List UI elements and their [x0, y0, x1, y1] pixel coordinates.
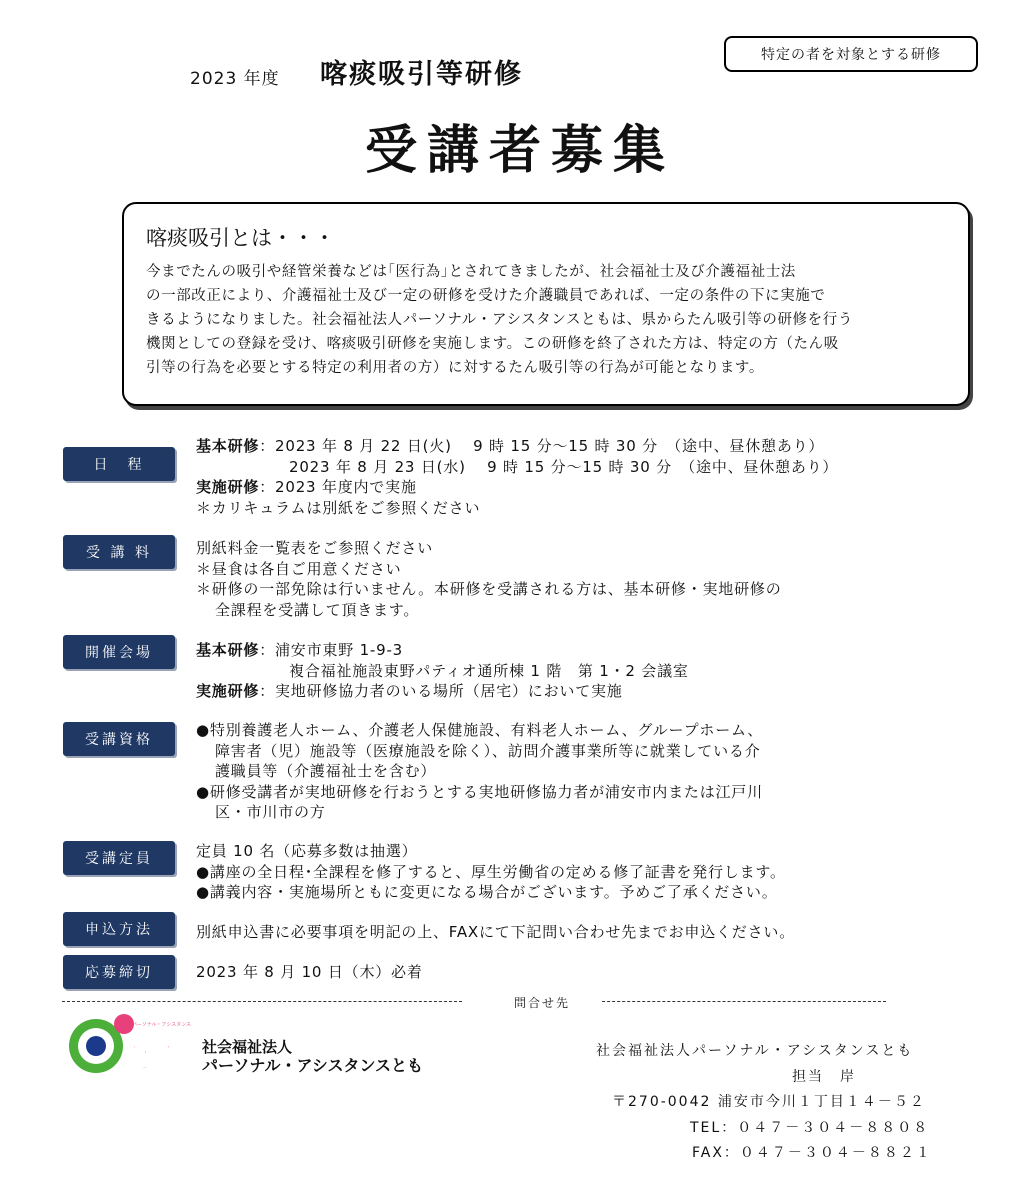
- qualification-label: 受講資格: [63, 722, 175, 756]
- contact-heading: 問合せ先: [482, 994, 602, 1011]
- curriculum-note: ＊カリキュラムは別紙をご参照ください: [196, 498, 481, 517]
- venue-address: ：浦安市東野 1-9-3: [259, 641, 404, 659]
- practice-training-label: 実施研修: [196, 478, 260, 496]
- fee-content: [196, 538, 782, 620]
- fee-line: ＊昼食は各自ご用意ください: [196, 559, 402, 578]
- intro-line: 引等の行為を必要とする特定の利用者の方）に対するたん吸引等の行為が可能となります。: [146, 360, 764, 376]
- intro-line: 今までたんの吸引や経管栄養などは｢医行為｣とされてきましたが、社会福祉士及び介護福祉士法: [146, 264, 796, 280]
- capacity-line: ●講座の全日程･全課程を修了すると、厚生労働省の定める修了証書を発行します。: [196, 862, 786, 881]
- intro-body: [146, 260, 948, 380]
- contact-tel: TEL：０４７－３０４－８８０８: [690, 1120, 930, 1136]
- qualification-line: ●研修受講者が実地研修を行おうとする実地研修協力者が浦安市内または江戸川: [196, 782, 763, 801]
- apply-line: 別紙申込書に必要事項を明記の上、FAXにて下記問い合わせ先までお申込ください。: [196, 923, 795, 941]
- intro-line: 機関としての登録を受け、喀痰吸引研修を実施します。この研修を終了された方は、特定の方（たん吸: [146, 336, 839, 352]
- contact-separator: [62, 994, 886, 1008]
- logo-mark-icon: [66, 1012, 201, 1082]
- contact-address: 〒270-0042 浦安市今川１丁目１４－５２: [612, 1094, 926, 1110]
- venue-content: [196, 640, 689, 702]
- intro-line: きるようになりました。社会福祉法人パーソナル・アシスタンスともは、県からたん吸引等の研修を行う: [146, 312, 853, 328]
- apply-content: [196, 922, 795, 943]
- practice-schedule: ：2023 年度内で実施: [259, 478, 417, 496]
- logo-word: とも: [124, 1041, 184, 1076]
- deadline-content: [196, 962, 423, 983]
- capacity-label: 受講定員: [63, 841, 175, 875]
- venue-room: 複合福祉施設東野パティオ通所棟 1 階 第 1・2 会議室: [289, 661, 689, 680]
- intro-heading: 喀痰吸引とは・・・: [146, 226, 335, 250]
- intro-box: [122, 202, 970, 406]
- separator-line: [572, 1001, 886, 1002]
- schedule-day1: ：2023 年 8 月 22 日(火) 9 時 15 分～15 時 30 分 （途中、昼休憩あり）: [259, 437, 825, 455]
- qualification-line: 護職員等（介護福祉士を含む）: [215, 762, 437, 780]
- contact-person: 担当 岸: [792, 1069, 856, 1085]
- schedule-label: 日 程: [63, 447, 175, 481]
- contact-organization: 社会福祉法人パーソナル・アシスタンスとも: [596, 1043, 914, 1059]
- contact-fax: FAX：０４７－３０４－８８２１: [692, 1145, 932, 1161]
- basic-training-label: 基本研修: [196, 641, 260, 659]
- deadline-label: 応募締切: [63, 955, 175, 989]
- qualification-line: ●特別養護老人ホーム、介護老人保健施設、有料老人ホーム、グループホーム、: [196, 721, 764, 739]
- capacity-line: 定員 10 名（応募多数は抽選）: [196, 842, 418, 860]
- target-tag: 特定の者を対象とする研修: [724, 36, 978, 72]
- capacity-line: ●講義内容・実施場所ともに変更になる場合がございます。予めご了承ください。: [196, 883, 778, 901]
- venue-label: 開催会場: [63, 635, 175, 669]
- apply-label: 申込方法: [63, 912, 175, 946]
- schedule-day2: 2023 年 8 月 23 日(水) 9 時 15 分～15 時 30 分 （途中、昼休憩あり）: [289, 457, 839, 476]
- practice-venue: ：実地研修協力者のいる場所（居宅）において実施: [259, 682, 623, 700]
- basic-training-label: 基本研修: [196, 437, 260, 455]
- intro-line: の一部改正により、介護福祉士及び一定の研修を受けた介護職員であれば、一定の条件の下に実施で: [146, 288, 826, 304]
- deadline-line: 2023 年 8 月 10 日（木）必着: [196, 963, 423, 981]
- practice-training-label: 実施研修: [196, 682, 260, 700]
- qualification-line: 区・市川市の方: [215, 803, 326, 821]
- schedule-content: [196, 436, 838, 518]
- capacity-content: [196, 841, 786, 903]
- separator-line: [62, 1001, 462, 1002]
- page-headline: 受講者募集: [364, 121, 675, 181]
- logo-org-name: パーソナル・アシスタンスとも: [202, 1056, 423, 1075]
- qualification-line: 障害者（児）施設等（医療施設を除く）、訪問介護事業所等に就業している介: [215, 741, 761, 760]
- qualification-content: [196, 720, 763, 823]
- fee-line: ＊研修の一部免除は行いません。本研修を受講される方は、基本研修・実地研修の: [196, 580, 782, 598]
- fiscal-year: 2023 年度: [190, 69, 280, 89]
- fee-line: 別紙料金一覧表をご参照ください: [196, 539, 434, 557]
- fee-line: 全課程を受講して頂きます。: [215, 600, 420, 619]
- logo-small-text: パーソナル・アシスタンス: [132, 1022, 192, 1028]
- course-title: 喀痰吸引等研修: [320, 59, 523, 90]
- logo-org-type: 社会福祉法人: [202, 1038, 293, 1056]
- fee-label: 受 講 料: [63, 535, 175, 569]
